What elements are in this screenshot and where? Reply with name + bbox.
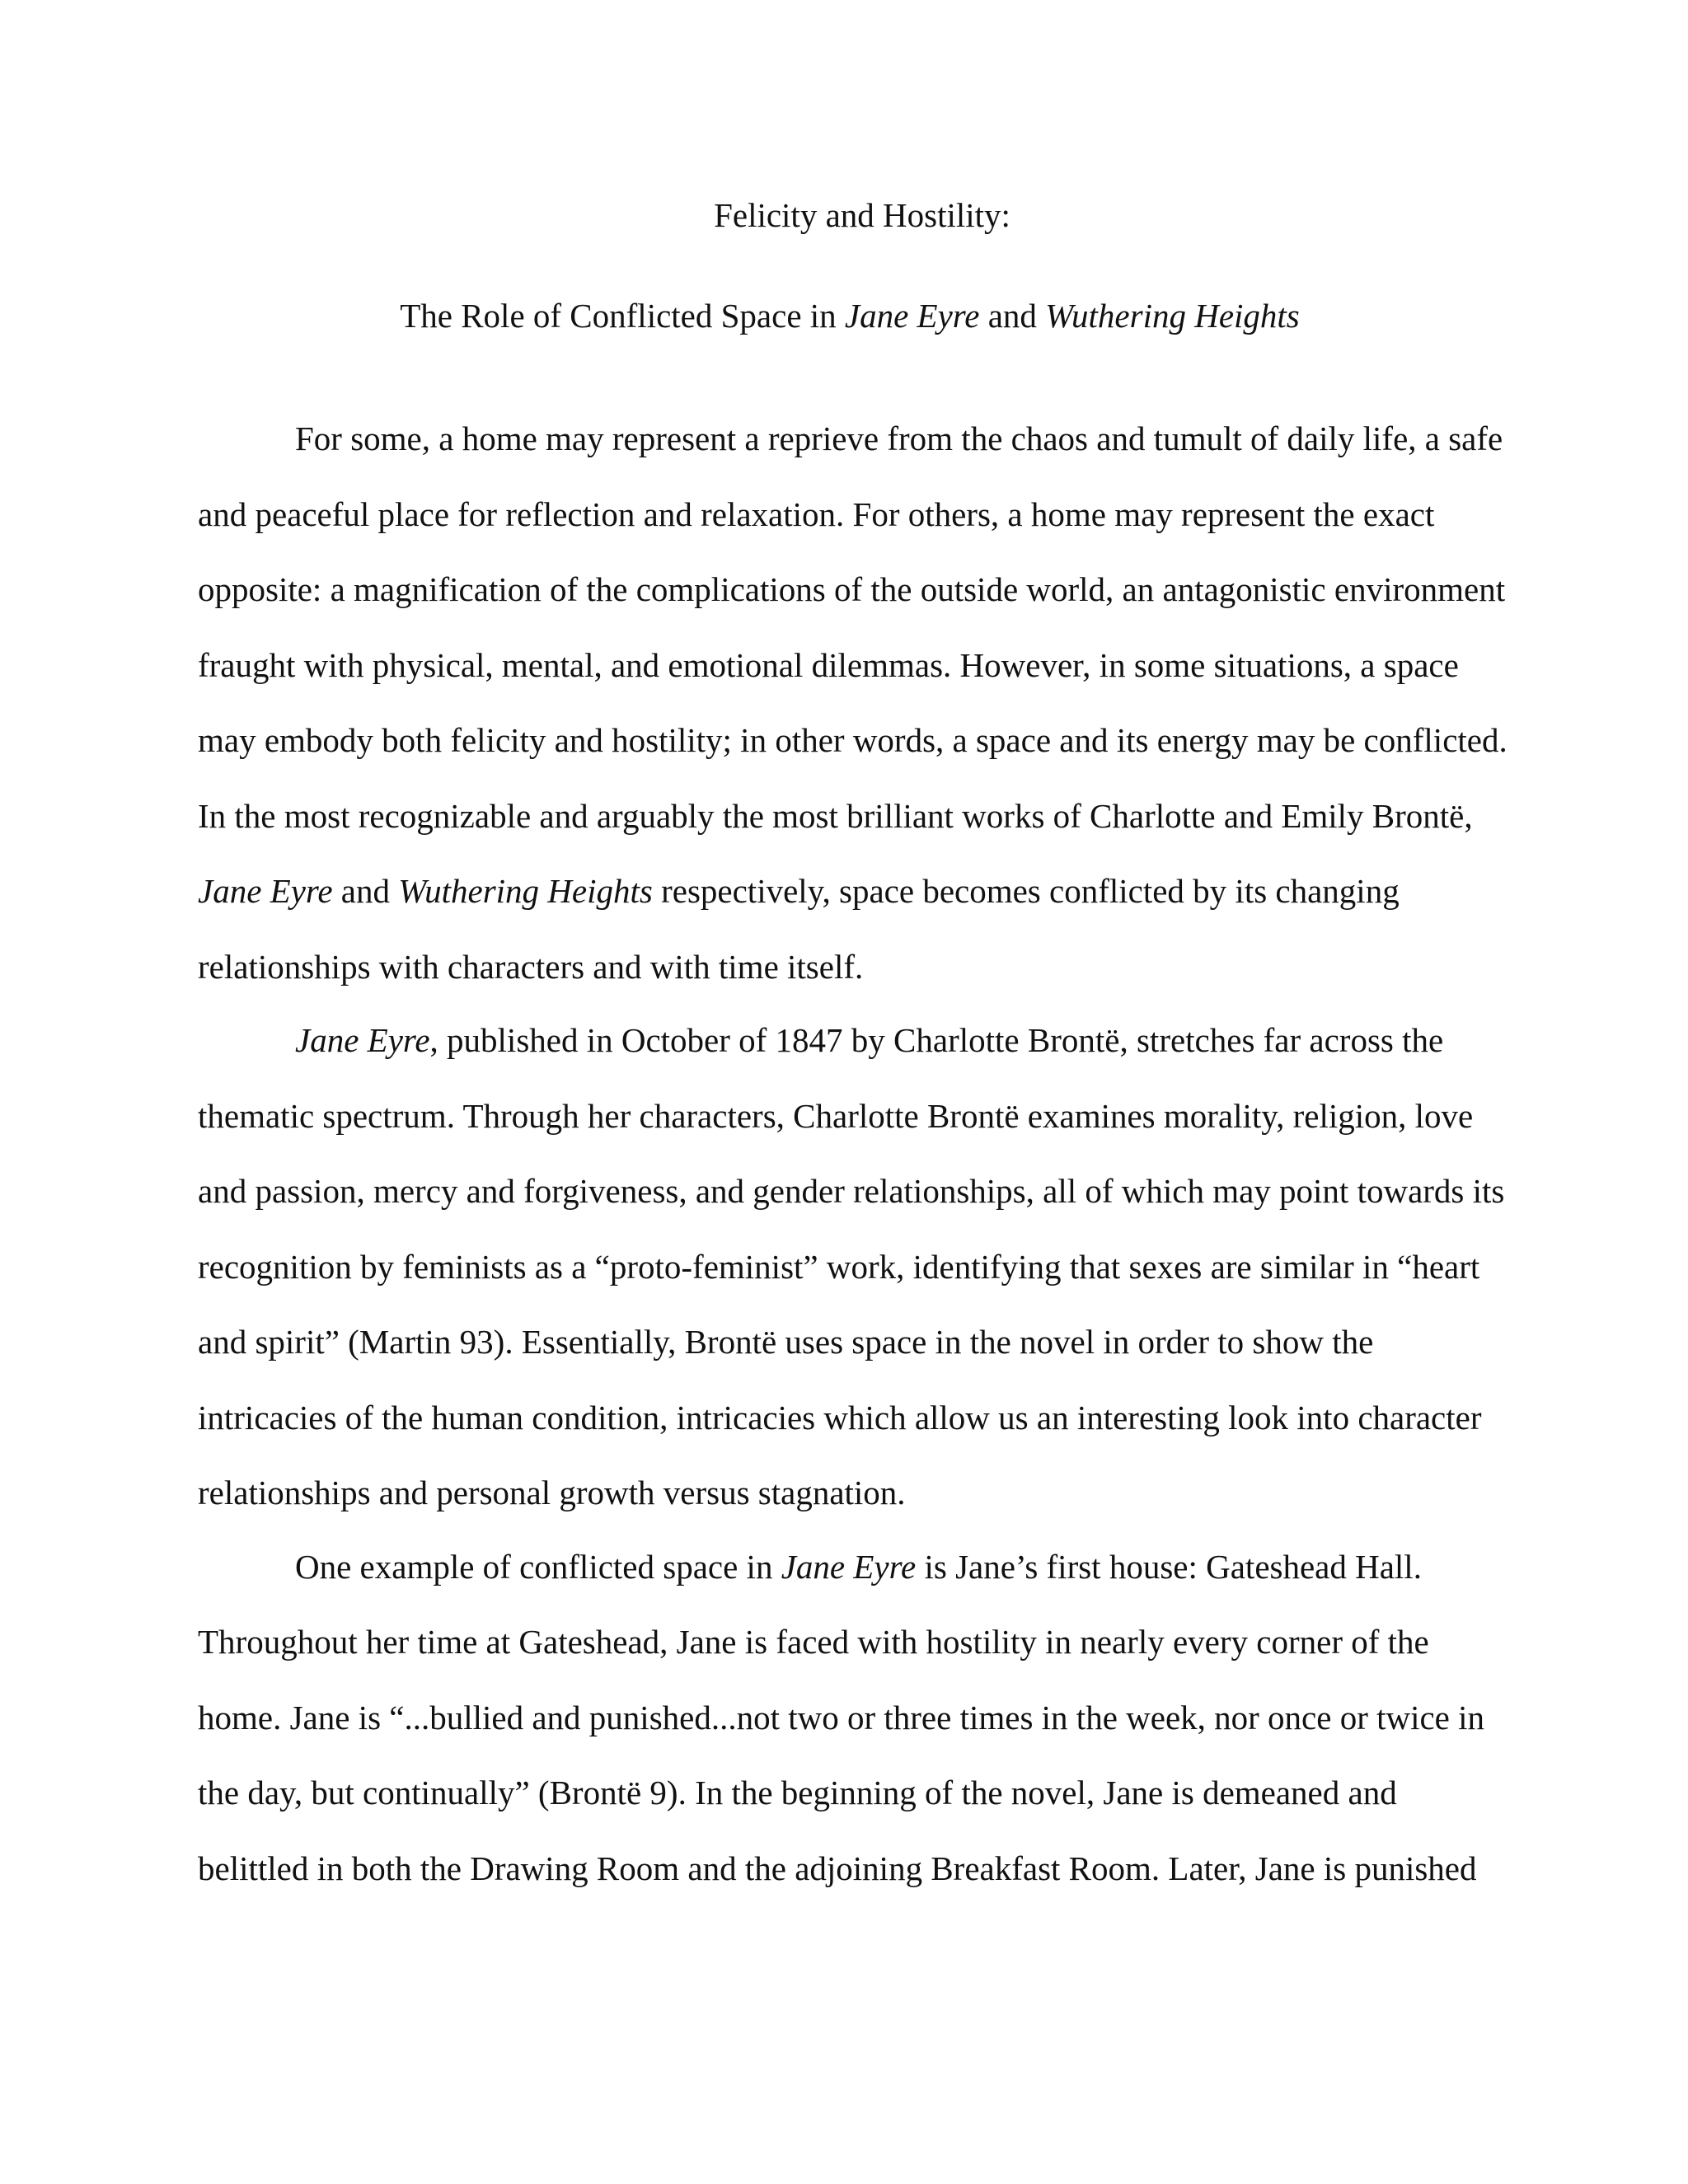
text-run: respectively, space becomes conflicted by its changing (652, 872, 1400, 910)
text-run: One example of conflicted space in (295, 1547, 781, 1586)
work-title: Jane Eyre (198, 872, 333, 910)
paragraph-line: thematic spectrum. Through her characters, Charlotte Brontë examines morality, religion, love (198, 1096, 1474, 1135)
paragraph-line: and passion, mercy and forgiveness, and gender relationships, all of which may point towards its (198, 1172, 1505, 1210)
work-title: Jane Eyre (781, 1547, 917, 1586)
paragraph-line: the day, but continually” (Brontë 9). In the beginning of the novel, Jane is demeaned and (198, 1774, 1397, 1811)
subtitle-work-title-2: Wuthering Heights (1045, 296, 1300, 335)
page-subtitle (206, 295, 1493, 371)
paragraph-line: belittled in both the Drawing Room and the adjoining Breakfast Room. Later, Jane is punished (198, 1849, 1477, 1887)
paragraph-line: Throughout her time at Gateshead, Jane is faced with hostility in nearly every corner of the (198, 1623, 1429, 1661)
paragraph-line: home. Jane is “...bullied and punished...not two or three times in the week, nor once or twice in (198, 1698, 1485, 1736)
paragraph-line (198, 1003, 1493, 1079)
page-title: Felicity and Hostility: (714, 196, 1010, 234)
paragraph-line (198, 1530, 1493, 1605)
paragraph-3 (198, 1530, 1493, 1907)
paragraph-line (198, 854, 1493, 930)
paragraph-line: opposite: a magnification of the complications of the outside world, an antagonistic environment (198, 570, 1506, 608)
subtitle-prefix: The Role of Conflicted Space in (400, 296, 845, 335)
paragraph-line: may embody both felicity and hostility; in other words, a space and its energy may be conflicted. (198, 721, 1507, 759)
paragraph-line: In the most recognizable and arguably the most brilliant works of Charlotte and Emily Brontë, (198, 796, 1473, 835)
text-run: and (332, 872, 399, 910)
subtitle-work-title-1: Jane Eyre (844, 296, 980, 335)
paragraph-line: and peaceful place for reflection and relaxation. For others, a home may represent the exact (198, 494, 1435, 533)
paragraph-2 (198, 1003, 1505, 1531)
work-title: Jane Eyre (295, 1021, 430, 1059)
paragraph-line: relationships and personal growth versus stagnation. (198, 1474, 906, 1511)
subtitle-and: and (979, 296, 1046, 335)
text-run: , published in October of 1847 by Charlotte Brontë, stretches far across the (429, 1021, 1444, 1059)
paragraph-line: and spirit” (Martin 93). Essentially, Brontë uses space in the novel in order to show the (198, 1323, 1374, 1361)
paragraph-line: For some, a home may represent a reprieve from the chaos and tumult of daily life, a safe (295, 419, 1503, 457)
paragraph-1 (198, 401, 1507, 1005)
paragraph-line: intricacies of the human condition, intricacies which allow us an interesting look into character (198, 1398, 1482, 1436)
document-body (198, 194, 1507, 1906)
paragraph-line: fraught with physical, mental, and emotional dilemmas. However, in some situations, a space (198, 645, 1459, 684)
text-run: is Jane’s first house: Gateshead Hall. (916, 1547, 1422, 1586)
paragraph-line: relationships with characters and with time itself. (198, 947, 864, 986)
paragraph-line: recognition by feminists as a “proto-feminist” work, identifying that sexes are similar in “heart (198, 1247, 1480, 1286)
work-title: Wuthering Heights (398, 872, 653, 910)
